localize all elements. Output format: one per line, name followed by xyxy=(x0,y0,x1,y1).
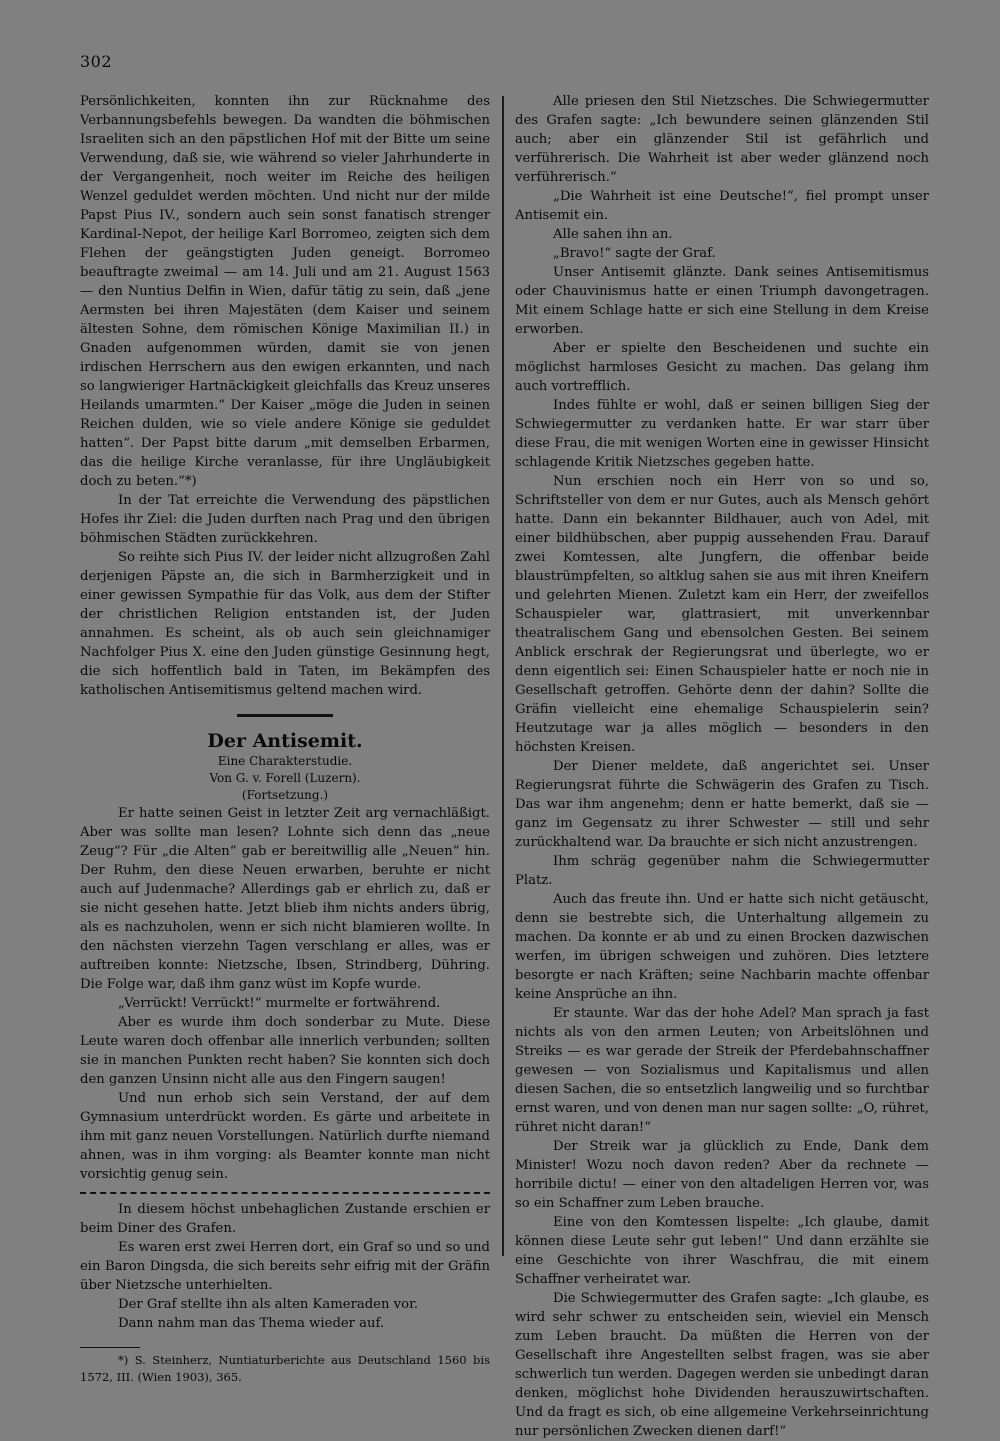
paragraph: Unser Antisemit glänzte. Dank seines Antisemitismus oder Chauvinismus hatte er einen Triumph davongetragen. Mit einem Schlage hatte er sich eine Stellung in dem Kreise erworben. xyxy=(515,265,929,337)
column-rule xyxy=(502,96,504,1256)
paragraph: Er staunte. War das der hohe Adel? Man sprach ja fast nichts als von den armen Leuten; von Arbeitslöhnen und Streiks — es war gerade der Streik der Pferdebahnschaffner gewesen — von Sozialismus und Kapitalismus und allen diesen Sachen, die so entsetzlich langweilig und so furchtbar ernst waren, und von denen man nur sagen sollte: „O, rühret, rühret nicht daran!“ xyxy=(515,1006,929,1135)
footnote: *) S. Steinherz, Nuntiaturberichte aus Deutschland 1560 bis 1572, III. (Wien 1903), 365. xyxy=(80,1353,490,1384)
paragraph: Auch das freute ihn. Und er hatte sich nicht getäuscht, denn sie bestrebte sich, die Unterhaltung allgemein zu machen. Da konnte er ab und zu einen Brocken dazwischen werfen, im übrigen schweigen und zuhören. Dies letztere besorgte er nach Kräften; seine Nachbarin machte offenbar keine Ansprüche an ihn. xyxy=(515,892,929,1002)
paragraph: Indes fühlte er wohl, daß er seinen billigen Sieg der Schwiegermutter zu verdanken hatte. Er war starr über diese Frau, die mit wenigen Worten eine in gewisser Hinsicht schlagende Kritik Nietzsches gegeben hatte. xyxy=(515,398,929,470)
paragraph: Ihm schräg gegenüber nahm die Schwiegermutter Platz. xyxy=(515,854,929,888)
dashed-divider xyxy=(80,1192,490,1194)
paragraph: Persönlichkeiten, konnten ihn zur Rücknahme des Verbannungsbefehls bewegen. Da wandten die böhmischen Israeliten sich an den päpstlichen Hof mit der Bitte um seine Verwendung, daß sie, wie während so vieler Jahrhunderte in der Vergangenheit, noch weiter im Reiche des heiligen Wenzel geduldet werden möchten. Und nicht nur der milde Papst Pius IV., sondern auch sein sonst fanatisch strenger Kardinal-Nepot, der heilige Karl Borromeo, zeigten sich dem Flehen der geängstigten Juden geneigt. Borromeo beauftragte zweimal — am 14. Juli und am 21. August 1563 — den Nuntius Delfin in Wien, dafür tätig zu sein, daß „jene Aermsten bei ihren Majestäten (dem Kaiser und seinem ältesten Sohne, dem römischen Könige Maximilian II.) in Gnaden aufgenommen würden, damit sie von jenen irdischen Herrschern aus den ewigen erkannten, und nach so langwieriger Hartnäckigkeit gleichfalls das Kreuz unseres Heilands umarmten.“ Der Kaiser „möge die Juden in seinen Reichen dulden, wie so viele andere Könige sie geduldet hatten“. Der Papst bitte darum „mit demselben Erbarmen, das die heilige Kirche veranlasse, für ihre Ungläubigkeit doch zu beten.“*) xyxy=(80,94,490,489)
paragraph: So reihte sich Pius IV. der leider nicht allzugroßen Zahl derjenigen Päpste an, die sich in Barmherzigkeit und in einer gewissen Sympathie für das Volk, aus dem der Stifter der christlichen Religion entstanden ist, der Juden annahmen. Es scheint, als ob auch sein gleichnamiger Nachfolger Pius X. eine den Juden günstige Gesinnung hegt, die sich hoffentlich bald in Taten, im Bekämpfen des katholischen Antisemitismus geltend machen wird. xyxy=(80,550,490,698)
paragraph: „Die Wahrheit ist eine Deutsche!“, fiel prompt unser Antisemit ein. xyxy=(515,189,929,223)
paragraph: Er hatte seinen Geist in letzter Zeit arg vernachläßigt. Aber was sollte man lesen? Lohnte sich denn das „neue Zeug“? Für „die Alten“ gab er bereitwillig alle „Neuen“ hin. Der Ruhm, den diese Neuen erwarben, beruhte er nicht auch auf Judenmache? Allerdings gab er ehrlich zu, daß er sie nicht gesehen hatte. Jetzt blieb ihm nichts anders übrig, als es nachzuholen, wenn er sich nicht blamieren wollte. In den nächsten vierzehn Tagen verschlang er alles, was er auftreiben konnte: Nietzsche, Ibsen, Strindberg, Dühring. Die Folge war, daß ihm ganz wüst im Kopfe wurde. xyxy=(80,806,490,992)
paragraph: Dann nahm man das Thema wieder auf. xyxy=(118,1316,385,1331)
paragraph: Der Diener meldete, daß angerichtet sei. Unser Regierungsrat führte die Schwägerin des Grafen zu Tisch. Das war ihm angenehm; denn er hatte bemerkt, daß sie — ganz im Gegensatz zu ihrer Schwester — still und sehr zurückhaltend war. Da brauchte er sich nicht anzustrengen. xyxy=(515,759,929,850)
page-number: 302 xyxy=(80,52,113,71)
section-author: Von G. v. Forell (Luzern). xyxy=(209,771,361,785)
section-title: Der Antisemit. xyxy=(207,730,363,752)
section-divider xyxy=(237,714,333,717)
paragraph: Alle sahen ihn an. xyxy=(553,227,673,242)
paragraph: „Verrückt! Verrückt!“ murmelte er fortwährend. xyxy=(118,996,441,1011)
section-continuation: (Fortsetzung.) xyxy=(241,788,329,802)
paragraph: Alle priesen den Stil Nietzsches. Die Schwiegermutter des Grafen sagte: „Ich bewundere seinen glänzenden Stil auch; aber ein glänzender Stil ist gefährlich und verführerisch. Die Wahrheit ist aber weder glänzend noch verführerisch.“ xyxy=(515,94,929,185)
paragraph: Aber er spielte den Bescheidenen und suchte ein möglichst harmloses Gesicht zu machen. Das gelang ihm auch vortrefflich. xyxy=(515,341,929,394)
paragraph: Nun erschien noch ein Herr von so und so, Schriftsteller von dem er nur Gutes, auch als Mensch gehört hatte. Dann ein bekannter Bildhauer, auch von Adel, mit einer bildhübschen, aber puppig aussehenden Frau. Darauf zwei Komtessen, alte Jungfern, die offenbar beide blaustrümpfelten, so altklug sahen sie aus mit ihren Kneifern und gelehrten Mienen. Zuletzt kam ein Herr, der zweifellos Schauspieler war, glattrasiert, mit unverkennbar theatralischem Gang und ebensolchen Gesten. Bei seinem Anblick erschrak der Regierungsrat und überlegte, wo er denn eigentlich sei: Einen Schauspieler hatte er noch nie in Gesellschaft getroffen. Gehörte denn der dahin? Sollte die Gräfin vielleicht eine ehemalige Schauspielerin sein? Heutzutage war ja alles möglich — besonders in den höchsten Kreisen. xyxy=(515,474,929,755)
paragraph: Eine von den Komtessen lispelte: „Ich glaube, damit können diese Leute sehr gut leben!“ Und dann erzählte sie eine Geschichte von ihrer Waschfrau, die mit einem Schaffner verheiratet war. xyxy=(515,1215,929,1287)
paragraph: Und nun erhob sich sein Verstand, der auf dem Gymnasium unterdrückt worden. Es gärte und arbeitete in ihm mit ganz neuen Vorstellungen. Natürlich durfte niemand ahnen, was in ihm vorging: als Beamter konnte man nicht vorsichtig genug sein. xyxy=(80,1091,490,1182)
paragraph: Der Streik war ja glücklich zu Ende, Dank dem Minister! Wozu noch davon reden? Aber da rechnete — horribile dictu! — einer von den altadeligen Herren vor, was so ein Schaffner zum Leben brauche. xyxy=(515,1139,929,1211)
section-subtitle: Eine Charakterstudie. xyxy=(217,754,353,768)
paragraph: Der Graf stellte ihn als alten Kameraden vor. xyxy=(118,1297,419,1312)
right-column xyxy=(515,92,929,1441)
paragraph: Die Schwiegermutter des Grafen sagte: „Ich glaube, es wird sehr schwer zu entscheiden sein, wieviel ein Mensch zum Leben braucht. Da müßten die Herren von der Gesellschaft ihre Angestellten selbst fragen, was sie aber schwerlich tun werden. Dagegen werden sie unbedingt daran denken, möglichst hohe Dividenden herauszuwirtschaften. Und da fragt es sich, ob eine allgemeine Verkehrseinrichtung nur persönlichen Zwecken dienen darf!“ xyxy=(515,1291,929,1439)
paragraph: „Bravo!“ sagte der Graf. xyxy=(553,246,716,261)
paragraph: In der Tat erreichte die Verwendung des päpstlichen Hofes ihr Ziel: die Juden durften nach Prag und den übrigen böhmischen Städten zurückkehren. xyxy=(80,493,490,546)
paragraph: Es waren erst zwei Herren dort, ein Graf so und so und ein Baron Dingsda, die sich bereits sehr eifrig mit der Gräfin über Nietzsche unterhielten. xyxy=(80,1240,490,1293)
paragraph: Aber es wurde ihm doch sonderbar zu Mute. Diese Leute waren doch offenbar alle innerlich verbunden; sollten sie in manchen Punkten recht haben? Sie konnten sich doch den ganzen Unsinn nicht alle aus den Fingern saugen! xyxy=(80,1015,490,1087)
footnote-divider xyxy=(80,1347,140,1348)
paragraph: In diesem höchst unbehaglichen Zustande erschien er beim Diner des Grafen. xyxy=(80,1202,490,1236)
left-column xyxy=(80,92,490,1386)
